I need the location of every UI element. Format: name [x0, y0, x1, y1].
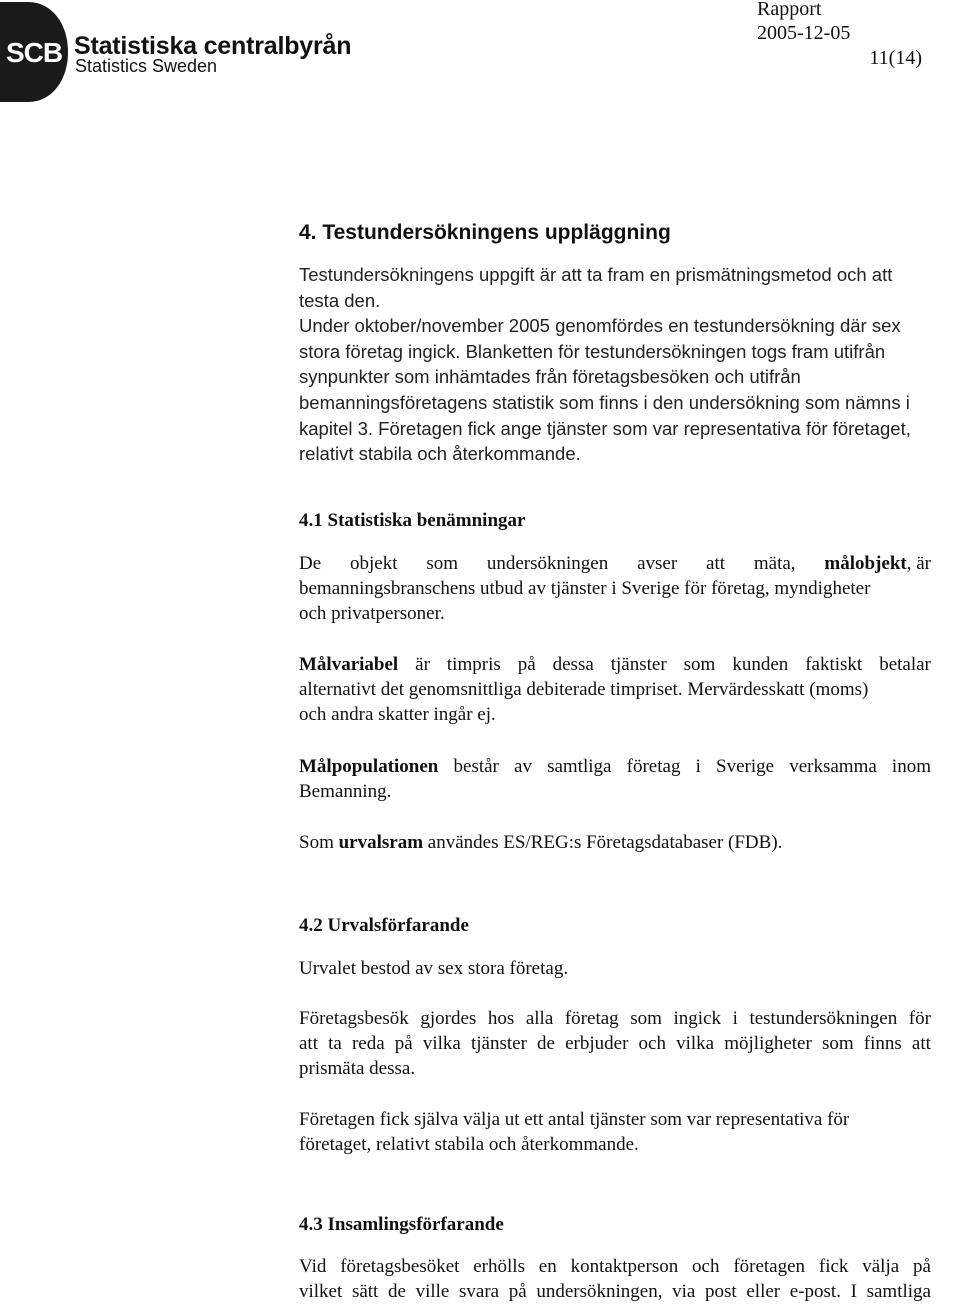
foretagsbesok-line-2: att ta reda på vilka tjänster de erbjuder och vilka möjligheter som finns att — [299, 1033, 931, 1054]
scb-logo-mark-icon — [0, 2, 70, 102]
malpopulation-line-1: Målpopulationen består av samtliga företag i Sverige verksamma inom — [299, 756, 931, 777]
section-4-heading: 4. Testundersökningens uppläggning — [299, 221, 671, 244]
malobjekt-line-1: De objekt som undersökningen avser att mäta, målobjekt, är — [299, 553, 931, 574]
logo-organization-subtitle: Statistics Sweden — [75, 56, 218, 76]
section-4-line: testa den. — [299, 289, 381, 311]
urvalsram-paragraph: Som urvalsram användes ES/REG:s Företagsdatabaser (FDB). — [299, 832, 783, 853]
malvariabel-line-1: Målvariabel är timpris på dessa tjänster som kunden faktiskt betalar — [299, 654, 931, 675]
section-4-line: bemanningsföretagens statistik som finns i den undersökning som nämns i — [299, 391, 910, 413]
svg-text:SCB: SCB — [6, 37, 63, 68]
term-malpopulationen: Målpopulationen — [299, 756, 439, 777]
tjanster-paragraph: Företagen fick själva välja ut ett antal tjänster som var representativa för företaget, relativt stabila och återkommande. — [299, 1109, 850, 1155]
section-4-2-heading: 4.2 Urvalsförfarande — [299, 915, 469, 936]
malobjekt-paragraph: De objekt som undersökningen avser att mäta, målobjekt, är bemanningsbranschens utbud av tjänster i Sverige för företag, myndigheter och privatpersoner. — [299, 553, 931, 624]
insamling-line-1: Vid företagsbesöket erhölls en kontaktperson och företagen fick välja på — [299, 1256, 931, 1277]
term-malvariabel: Målvariabel — [299, 654, 399, 675]
foretagsbesok-line-1: Företagsbesök gjordes hos alla företag som ingick i testundersökningen för — [299, 1008, 931, 1029]
section-4-line: Testundersökningens uppgift är att ta fram en prismätningsmetod och att — [299, 264, 893, 285]
section-4-line: stora företag ingick. Blanketten för testundersökningen togs fram utifrån — [299, 340, 886, 362]
foretagsbesok-paragraph: Företagsbesök gjordes hos alla företag som ingick i testundersökningen för att ta reda på vilka tjänster de erbjuder och vilka möjligheter som finns att prismäta dessa. — [299, 1008, 931, 1079]
malpopulation-paragraph: Målpopulationen består av samtliga företag i Sverige verksamma inom Bemanning. — [299, 756, 931, 802]
section-4-line: kapitel 3. Företagen fick ange tjänster som var representativa för företaget, — [299, 417, 911, 439]
insamling-paragraph — [299, 1254, 931, 1304]
malvariabel-paragraph: Målvariabel är timpris på dessa tjänster som kunden faktiskt betalar alternativt det genomsnittliga debiterade timpriset. Mervärdesskatt (moms) och andra skatter ingår ej. — [299, 654, 931, 725]
urval-paragraph: Urvalet bestod av sex stora företag. — [299, 958, 569, 979]
section-4-line: synpunkter som inhämtades från företagsbesöken och utifrån — [299, 366, 801, 388]
section-4-1-heading: 4.1 Statistiska benämningar — [299, 510, 526, 531]
logo-organization-name: Statistiska centralbyrån — [74, 32, 352, 60]
term-malobjekt: målobjekt — [824, 553, 907, 574]
section-4-body — [299, 262, 931, 467]
insamling-line-2: vilket sätt de ville svara på undersökningen, via post eller e-post. I samtliga — [299, 1281, 931, 1302]
scb-logo — [0, 2, 380, 102]
document-type: Rapport — [757, 0, 822, 20]
section-4-line: relativt stabila och återkommande. — [299, 443, 581, 465]
document-date: 2005-12-05 — [757, 22, 851, 44]
page-number: 11(14) — [869, 47, 922, 69]
section-4-3-heading: 4.3 Insamlingsförfarande — [299, 1214, 504, 1235]
term-urvalsram: urvalsram — [338, 832, 424, 853]
section-4-line: Under oktober/november 2005 genomfördes en testundersökning där sex — [299, 315, 901, 337]
